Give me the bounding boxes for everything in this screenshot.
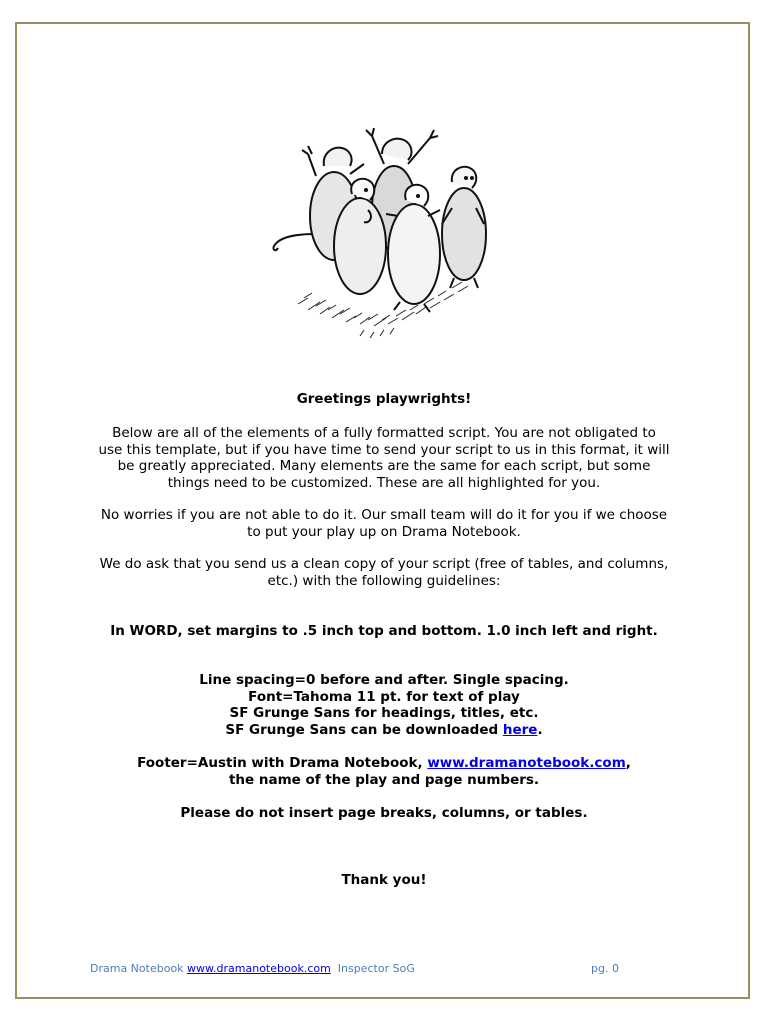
ground-hatching xyxy=(298,282,468,338)
page-footer xyxy=(90,962,415,975)
greeting-heading: Greetings playwrights! xyxy=(296,391,472,407)
download-text: SF Grunge Sans can be downloaded xyxy=(225,721,503,738)
footer-website-link[interactable]: www.dramanotebook.com xyxy=(187,962,331,975)
clean-copy-paragraph xyxy=(84,556,684,589)
clean-copy-line: We do ask that you send us a clean copy of your script (free of tables, and columns, xyxy=(99,556,669,572)
thank-you-text: Thank you! xyxy=(341,872,427,888)
intro-line: Below are all of the elements of a fully formatted script. You are not obligated to xyxy=(112,425,656,441)
download-here-link[interactable]: here xyxy=(502,721,538,738)
intro-line: be greatly appreciated. Many elements are the same for each script, but some xyxy=(117,458,651,474)
footer-play-title: Inspector SoG xyxy=(330,962,415,975)
headings-font-text: SF Grunge Sans for headings, titles, etc. xyxy=(229,705,539,721)
rat-tail xyxy=(273,234,316,250)
intro-line: things need to be customized. These are all highlighted for you. xyxy=(167,474,601,491)
page-number: pg. 0 xyxy=(591,962,619,975)
download-suffix: . xyxy=(537,721,543,738)
line-spacing-text: Line spacing=0 before and after. Single spacing. xyxy=(199,672,569,688)
worries-line: No worries if you are not able to do it. Our small team will do it for you if we choose xyxy=(100,507,668,523)
dramanotebook-link[interactable]: www.dramanotebook.com xyxy=(427,755,626,771)
no-breaks-instruction: Please do not insert page breaks, columns, or tables. xyxy=(180,805,588,821)
footer-instructions xyxy=(84,755,684,788)
footer-brand: Drama Notebook xyxy=(90,962,188,975)
intro-line: use this template, but if you have time to send your script to us in this format, it will xyxy=(98,441,670,458)
dancing-rats-illustration xyxy=(268,124,500,340)
footer-instruction-text: Footer=Austin with Drama Notebook, xyxy=(137,755,428,771)
clean-copy-line: etc.) with the following guidelines: xyxy=(267,572,501,589)
formatting-instructions xyxy=(84,672,684,738)
font-text: Font=Tahoma 11 pt. for text of play xyxy=(248,688,520,705)
worries-paragraph xyxy=(84,507,684,540)
download-line xyxy=(84,722,684,739)
footer-instruction-line2: the name of the play and page numbers. xyxy=(228,771,540,788)
worries-line: to put your play up on Drama Notebook. xyxy=(247,523,521,540)
intro-paragraph xyxy=(84,425,684,491)
footer-instruction-line xyxy=(84,755,684,772)
rat-right xyxy=(442,167,486,288)
footer-instruction-suffix: , xyxy=(625,755,631,771)
margins-instruction: In WORD, set margins to .5 inch top and bottom. 1.0 inch left and right. xyxy=(110,623,658,639)
